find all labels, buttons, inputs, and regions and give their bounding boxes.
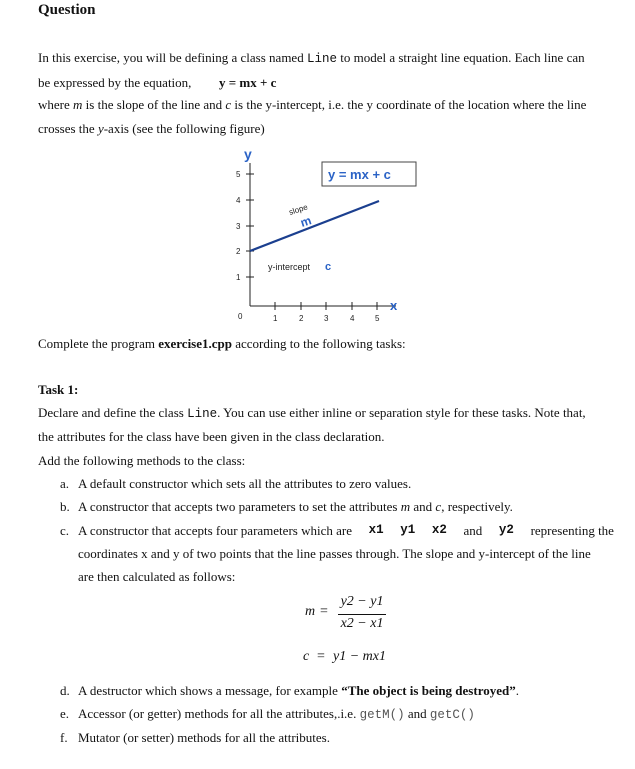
item-text: . (515, 683, 519, 698)
intro-text: is the y-intercept, i.e. the y coordinate of the location where the line (231, 97, 587, 112)
list-item-b (78, 499, 513, 515)
intro-line-2 (38, 75, 191, 91)
intercept-label: y-intercept (268, 262, 311, 272)
list-item-d (78, 683, 519, 699)
straight-line (250, 201, 379, 251)
formula-equals: = (317, 649, 325, 664)
symbol-c: c (225, 97, 232, 112)
slope-label: slope (287, 202, 309, 217)
task-paragraph-3: Add the following methods to the class: (38, 453, 246, 468)
intro-line-3 (38, 97, 586, 113)
class-name-code: Line (187, 407, 218, 421)
y-axis-label: y (244, 146, 252, 162)
task-title: Task 1: (38, 382, 79, 397)
param-y1: y1 (400, 523, 416, 537)
formula-m-lhs: m (305, 604, 316, 619)
list-item-f: Mutator (or setter) methods for all the attributes. (78, 730, 330, 745)
param-x1: x1 (368, 523, 384, 537)
list-marker: b. (60, 499, 70, 514)
task-text: Declare and define the class (38, 405, 188, 420)
list-marker: c. (60, 523, 70, 538)
intro-text: crosses the (38, 121, 98, 136)
item-text: A constructor that accepts two parameters to set the attributes (78, 499, 401, 514)
intro-text: is the slope of the line and (82, 97, 226, 112)
y-tick-label: 4 (236, 196, 241, 205)
list-item-c-line-1 (78, 523, 614, 539)
task-paragraph-2: the attributes for the class have been given in the class declaration. (38, 429, 385, 444)
param-y2: y2 (498, 523, 514, 537)
y-tick-label: 3 (236, 222, 241, 231)
formula-denominator: x2 − x1 (340, 616, 384, 631)
list-item-a: A default constructor which sets all the attributes to zero values. (78, 476, 412, 491)
equation-box-text: y = mx + c (328, 167, 391, 182)
intro-text: where (38, 97, 74, 112)
formula-equals: = (320, 604, 328, 619)
intro-text: In this exercise, you will be defining a class named (38, 50, 307, 65)
getter-getm-code: getM() (359, 708, 405, 722)
origin-label: 0 (238, 312, 243, 321)
list-marker: d. (60, 683, 70, 698)
symbol-y: y (97, 121, 104, 136)
intro-line-4 (38, 121, 265, 137)
y-tick-label: 5 (236, 170, 241, 179)
intercept-symbol: c (325, 261, 332, 273)
x-tick-label: 5 (375, 314, 380, 323)
symbol-m: m (73, 97, 83, 112)
fraction-bar (338, 614, 386, 615)
complete-instruction (38, 336, 406, 352)
formula-c-lhs: c (303, 649, 310, 664)
item-text: and (410, 499, 436, 514)
class-name-code: Line (306, 52, 337, 66)
intro-line-1 (38, 50, 585, 66)
intro-text: be expressed by the equation, (38, 75, 192, 90)
task-paragraph-1 (38, 405, 586, 421)
y-tick-label: 1 (236, 273, 241, 282)
list-item-e (78, 706, 475, 722)
task-text: . You can use either inline or separation style for these tasks. Note that, (217, 405, 586, 420)
destructor-message: “The object is being destroyed” (341, 683, 516, 698)
param-x2: x2 (431, 523, 447, 537)
list-marker: f. (60, 730, 68, 745)
filename: exercise1.cpp (158, 336, 232, 351)
getter-getc-code: getC() (429, 708, 475, 722)
x-tick-label: 3 (324, 314, 329, 323)
formula-numerator: y2 − y1 (340, 594, 384, 609)
symbol-m: m (400, 499, 411, 514)
list-marker: a. (60, 476, 70, 491)
item-text: representing the (530, 523, 614, 538)
list-item-c-line-3: are then calculated as follows: (78, 569, 236, 584)
item-text: A destructor which shows a message, for example (78, 683, 342, 698)
symbol-c: c (435, 499, 442, 514)
item-text: and (404, 706, 430, 721)
complete-text: according to the following tasks: (232, 336, 406, 351)
x-axis-label: x (390, 298, 398, 313)
x-tick-label: 4 (350, 314, 355, 323)
item-text: , respectively. (441, 499, 513, 514)
line-equation: y = mx + c (219, 75, 277, 90)
y-tick-label: 2 (236, 247, 241, 256)
page-title: Question (38, 2, 96, 18)
item-text: A constructor that accepts four parameters which are (78, 523, 352, 538)
list-marker: e. (60, 706, 70, 721)
slope-symbol: m (298, 213, 314, 230)
formula-c-rhs: y1 − mx1 (333, 649, 386, 664)
item-text: Accessor (or getter) methods for all the attributes,.i.e. (78, 706, 360, 721)
intro-text: to model a straight line equation. Each line can (336, 50, 585, 65)
item-text: and (463, 523, 483, 538)
complete-text: Complete the program (38, 336, 159, 351)
intro-text: -axis (see the following figure) (103, 121, 265, 136)
x-tick-label: 2 (299, 314, 304, 323)
x-tick-label: 1 (273, 314, 278, 323)
line-equation-figure (222, 143, 422, 325)
list-item-c-line-2: coordinates x and y of two points that the line passes through. The slope and y-intercept of the line (78, 546, 591, 561)
